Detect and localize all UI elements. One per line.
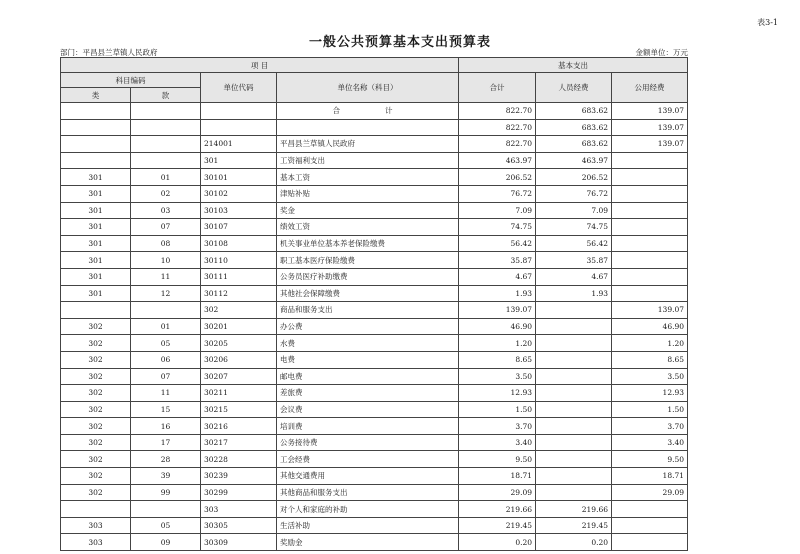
cell-unit-code: 30309 — [201, 534, 277, 551]
cell-personnel — [536, 468, 612, 485]
cell-unit-code: 30216 — [201, 418, 277, 435]
cell-personnel: 74.75 — [536, 219, 612, 236]
department-label: 部门：平昌县兰草镇人民政府 — [60, 48, 158, 57]
cell-personnel: 206.52 — [536, 169, 612, 186]
header-subject-code: 科目编码 — [61, 73, 201, 88]
cell-unit-name: 平昌县兰草镇人民政府 — [277, 136, 459, 153]
cell-category: 302 — [61, 335, 131, 352]
cell-category: 302 — [61, 418, 131, 435]
table-row — [61, 534, 688, 551]
cell-public: 18.71 — [612, 468, 688, 485]
cell-unit-code: 30111 — [201, 268, 277, 285]
cell-unit-code: 30107 — [201, 219, 277, 236]
cell-unit-code: 301 — [201, 152, 277, 169]
cell-unit-name: 会议费 — [277, 401, 459, 418]
cell-category: 302 — [61, 401, 131, 418]
cell-total: 3.40 — [459, 434, 536, 451]
cell-unit-name: 商品和服务支出 — [277, 302, 459, 319]
cell-unit-name: 电费 — [277, 351, 459, 368]
table-row — [61, 451, 688, 468]
cell-total: 822.70 — [459, 136, 536, 153]
cell-unit-name: 生活补助 — [277, 517, 459, 534]
cell-category: 303 — [61, 517, 131, 534]
cell-unit-code: 30110 — [201, 252, 277, 269]
cell-unit-name: 培训费 — [277, 418, 459, 435]
cell-section: 15 — [131, 401, 201, 418]
cell-total: 29.09 — [459, 484, 536, 501]
cell-personnel — [536, 451, 612, 468]
cell-personnel: 683.62 — [536, 103, 612, 120]
cell-unit-name: 邮电费 — [277, 368, 459, 385]
cell-unit-name: 合 计 — [277, 103, 459, 120]
cell-public — [612, 268, 688, 285]
cell-total: 35.87 — [459, 252, 536, 269]
cell-total: 463.97 — [459, 152, 536, 169]
table-row — [61, 169, 688, 186]
header-total: 合计 — [459, 73, 536, 103]
cell-personnel — [536, 401, 612, 418]
cell-unit-code: 30215 — [201, 401, 277, 418]
cell-unit-code: 30102 — [201, 185, 277, 202]
cell-total: 7.09 — [459, 202, 536, 219]
cell-section — [131, 103, 201, 120]
cell-unit-name: 工资福利支出 — [277, 152, 459, 169]
cell-section: 11 — [131, 268, 201, 285]
cell-section: 05 — [131, 517, 201, 534]
cell-total: 8.65 — [459, 351, 536, 368]
cell-unit-name: 公务员医疗补助缴费 — [277, 268, 459, 285]
cell-personnel — [536, 434, 612, 451]
cell-total: 18.71 — [459, 468, 536, 485]
cell-unit-name: 差旅费 — [277, 385, 459, 402]
cell-unit-code: 30205 — [201, 335, 277, 352]
cell-category: 303 — [61, 534, 131, 551]
cell-personnel: 0.20 — [536, 534, 612, 551]
cell-category: 301 — [61, 169, 131, 186]
cell-section — [131, 152, 201, 169]
cell-category: 302 — [61, 468, 131, 485]
cell-section — [131, 501, 201, 518]
cell-personnel: 1.93 — [536, 285, 612, 302]
cell-unit-name: 工会经费 — [277, 451, 459, 468]
cell-category: 301 — [61, 235, 131, 252]
cell-unit-name: 其他商品和服务支出 — [277, 484, 459, 501]
cell-category: 302 — [61, 385, 131, 402]
cell-public: 1.50 — [612, 401, 688, 418]
cell-unit-code: 302 — [201, 302, 277, 319]
header-public: 公用经费 — [612, 73, 688, 103]
cell-public — [612, 202, 688, 219]
cell-public — [612, 185, 688, 202]
cell-total: 46.90 — [459, 318, 536, 335]
table-number-label: 表3-1 — [757, 18, 778, 27]
cell-personnel — [536, 484, 612, 501]
cell-unit-code: 30108 — [201, 235, 277, 252]
cell-unit-code — [201, 119, 277, 136]
table-row — [61, 152, 688, 169]
cell-unit-name: 其他交通费用 — [277, 468, 459, 485]
cell-unit-name: 水费 — [277, 335, 459, 352]
table-body — [61, 103, 688, 551]
table-row — [61, 318, 688, 335]
cell-category: 301 — [61, 185, 131, 202]
table-row — [61, 501, 688, 518]
cell-unit-name: 津贴补贴 — [277, 185, 459, 202]
cell-personnel: 56.42 — [536, 235, 612, 252]
cell-unit-name: 职工基本医疗保险缴费 — [277, 252, 459, 269]
cell-public: 139.07 — [612, 302, 688, 319]
cell-total: 74.75 — [459, 219, 536, 236]
cell-public — [612, 219, 688, 236]
cell-total: 219.66 — [459, 501, 536, 518]
table-row — [61, 335, 688, 352]
cell-personnel: 219.66 — [536, 501, 612, 518]
cell-public: 139.07 — [612, 136, 688, 153]
table-header — [61, 58, 688, 103]
header-unit-code: 单位代码 — [201, 73, 277, 103]
cell-personnel: 683.62 — [536, 136, 612, 153]
table-row — [61, 136, 688, 153]
cell-public: 8.65 — [612, 351, 688, 368]
table-row — [61, 385, 688, 402]
cell-total: 76.72 — [459, 185, 536, 202]
table-row — [61, 351, 688, 368]
cell-unit-code: 30211 — [201, 385, 277, 402]
cell-unit-name: 奖金 — [277, 202, 459, 219]
table-row — [61, 103, 688, 120]
cell-unit-code: 30299 — [201, 484, 277, 501]
cell-unit-name: 对个人和家庭的补助 — [277, 501, 459, 518]
table-row — [61, 434, 688, 451]
cell-section: 16 — [131, 418, 201, 435]
cell-unit-code: 214001 — [201, 136, 277, 153]
table-row — [61, 418, 688, 435]
cell-public: 3.70 — [612, 418, 688, 435]
cell-personnel — [536, 302, 612, 319]
cell-unit-code: 30201 — [201, 318, 277, 335]
cell-section: 17 — [131, 434, 201, 451]
header-basic-expenditure: 基本支出 — [459, 58, 688, 73]
header-section: 款 — [131, 88, 201, 103]
cell-public: 3.50 — [612, 368, 688, 385]
cell-unit-code: 30112 — [201, 285, 277, 302]
table-row — [61, 185, 688, 202]
cell-personnel: 76.72 — [536, 185, 612, 202]
cell-section: 12 — [131, 285, 201, 302]
cell-personnel: 219.45 — [536, 517, 612, 534]
cell-unit-name: 其他社会保障缴费 — [277, 285, 459, 302]
cell-public: 139.07 — [612, 103, 688, 120]
cell-section — [131, 302, 201, 319]
cell-section: 28 — [131, 451, 201, 468]
cell-personnel: 683.62 — [536, 119, 612, 136]
table-row — [61, 235, 688, 252]
cell-section: 08 — [131, 235, 201, 252]
cell-unit-code: 30206 — [201, 351, 277, 368]
cell-total: 4.67 — [459, 268, 536, 285]
table-row — [61, 468, 688, 485]
cell-public — [612, 169, 688, 186]
table-row — [61, 401, 688, 418]
cell-unit-code: 30103 — [201, 202, 277, 219]
cell-public: 1.20 — [612, 335, 688, 352]
cell-category: 302 — [61, 484, 131, 501]
cell-public — [612, 285, 688, 302]
cell-public: 9.50 — [612, 451, 688, 468]
cell-personnel — [536, 351, 612, 368]
cell-category: 301 — [61, 202, 131, 219]
cell-section: 07 — [131, 368, 201, 385]
cell-personnel: 35.87 — [536, 252, 612, 269]
table-row — [61, 252, 688, 269]
cell-total: 56.42 — [459, 235, 536, 252]
cell-category: 301 — [61, 219, 131, 236]
table-row — [61, 302, 688, 319]
cell-section: 10 — [131, 252, 201, 269]
cell-personnel: 4.67 — [536, 268, 612, 285]
cell-category: 301 — [61, 268, 131, 285]
cell-category: 302 — [61, 368, 131, 385]
cell-category: 302 — [61, 434, 131, 451]
cell-unit-code — [201, 103, 277, 120]
cell-category — [61, 119, 131, 136]
cell-unit-name: 机关事业单位基本养老保险缴费 — [277, 235, 459, 252]
cell-section: 39 — [131, 468, 201, 485]
cell-section: 01 — [131, 318, 201, 335]
cell-public: 46.90 — [612, 318, 688, 335]
table-row — [61, 285, 688, 302]
cell-total: 1.20 — [459, 335, 536, 352]
cell-category — [61, 152, 131, 169]
cell-unit-name: 奖励金 — [277, 534, 459, 551]
cell-unit-name: 绩效工资 — [277, 219, 459, 236]
cell-personnel — [536, 318, 612, 335]
cell-public: 29.09 — [612, 484, 688, 501]
cell-total: 822.70 — [459, 119, 536, 136]
cell-section — [131, 136, 201, 153]
cell-total: 139.07 — [459, 302, 536, 319]
cell-unit-code: 30207 — [201, 368, 277, 385]
cell-unit-code: 303 — [201, 501, 277, 518]
cell-total: 3.70 — [459, 418, 536, 435]
cell-section: 06 — [131, 351, 201, 368]
cell-personnel — [536, 335, 612, 352]
cell-section: 03 — [131, 202, 201, 219]
cell-total: 3.50 — [459, 368, 536, 385]
table-row — [61, 202, 688, 219]
cell-category: 301 — [61, 252, 131, 269]
cell-total: 0.20 — [459, 534, 536, 551]
cell-unit-name: 基本工资 — [277, 169, 459, 186]
cell-public — [612, 152, 688, 169]
table-row — [61, 517, 688, 534]
cell-section: 09 — [131, 534, 201, 551]
cell-category — [61, 302, 131, 319]
cell-total: 12.93 — [459, 385, 536, 402]
cell-total: 9.50 — [459, 451, 536, 468]
cell-unit-code: 30239 — [201, 468, 277, 485]
cell-personnel: 463.97 — [536, 152, 612, 169]
cell-category: 302 — [61, 451, 131, 468]
cell-section: 07 — [131, 219, 201, 236]
header-category: 类 — [61, 88, 131, 103]
cell-category: 301 — [61, 285, 131, 302]
cell-section: 05 — [131, 335, 201, 352]
cell-category — [61, 103, 131, 120]
cell-public — [612, 501, 688, 518]
document-title: 一般公共预算基本支出预算表 — [308, 35, 491, 50]
cell-category — [61, 501, 131, 518]
cell-personnel — [536, 368, 612, 385]
cell-section: 01 — [131, 169, 201, 186]
cell-total: 206.52 — [459, 169, 536, 186]
cell-section — [131, 119, 201, 136]
cell-category: 302 — [61, 318, 131, 335]
cell-unit-name — [277, 119, 459, 136]
cell-unit-code: 30217 — [201, 434, 277, 451]
cell-public: 139.07 — [612, 119, 688, 136]
amount-unit-label: 金额单位：万元 — [635, 48, 688, 57]
header-unit-name: 单位名称（科目） — [277, 73, 459, 103]
table-row — [61, 119, 688, 136]
table-row — [61, 484, 688, 501]
cell-total: 1.50 — [459, 401, 536, 418]
cell-public: 12.93 — [612, 385, 688, 402]
cell-unit-code: 30305 — [201, 517, 277, 534]
cell-unit-code: 30101 — [201, 169, 277, 186]
cell-category — [61, 136, 131, 153]
header-item: 项 目 — [61, 58, 459, 73]
cell-total: 1.93 — [459, 285, 536, 302]
cell-unit-code: 30228 — [201, 451, 277, 468]
cell-public — [612, 534, 688, 551]
table-row — [61, 368, 688, 385]
cell-unit-name: 办公费 — [277, 318, 459, 335]
cell-section: 99 — [131, 484, 201, 501]
table-row — [61, 219, 688, 236]
budget-table — [60, 57, 688, 551]
table-row — [61, 268, 688, 285]
cell-personnel — [536, 418, 612, 435]
cell-personnel: 7.09 — [536, 202, 612, 219]
cell-total: 822.70 — [459, 103, 536, 120]
cell-public — [612, 235, 688, 252]
cell-personnel — [536, 385, 612, 402]
cell-section: 02 — [131, 185, 201, 202]
cell-public — [612, 252, 688, 269]
cell-unit-name: 公务接待费 — [277, 434, 459, 451]
cell-category: 302 — [61, 351, 131, 368]
header-personnel: 人员经费 — [536, 73, 612, 103]
cell-public: 3.40 — [612, 434, 688, 451]
cell-section: 11 — [131, 385, 201, 402]
cell-total: 219.45 — [459, 517, 536, 534]
cell-public — [612, 517, 688, 534]
